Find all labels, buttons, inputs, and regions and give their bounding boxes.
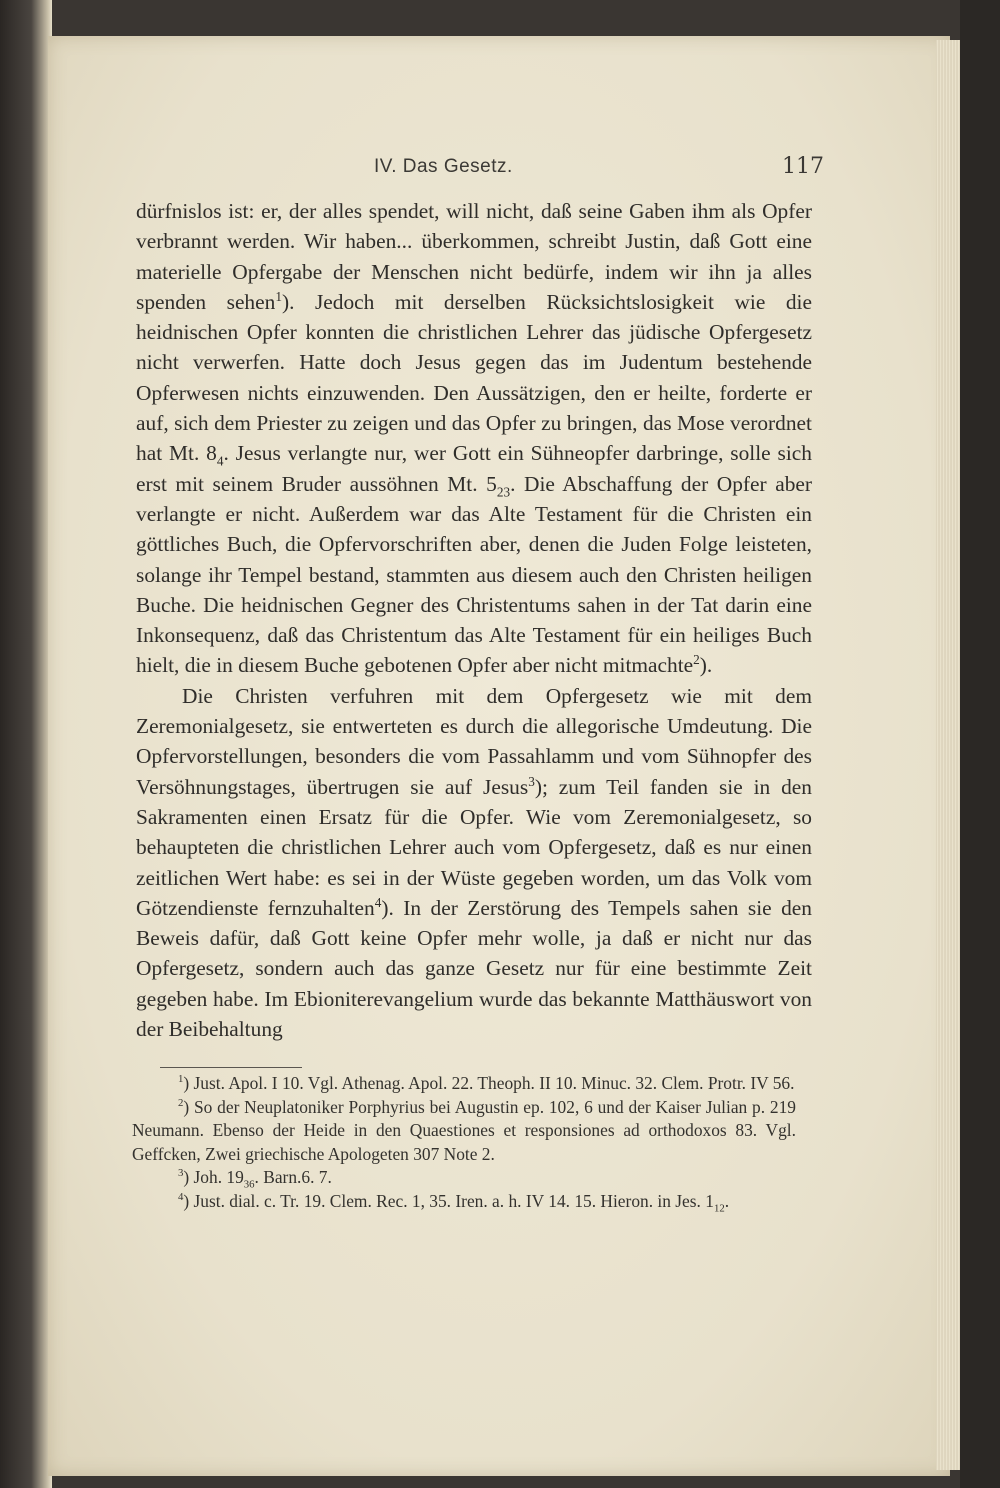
p2-text-3: ). In der Zerstörung des Tempels sahen sie den Beweis dafür, daß Gott keine Opfer mehr wolle, ja daß er nicht nur das Opfergesetz, sondern auch das ganze Gesetz nur für eine bestimmte Zeit gegeben habe. Im Ebioniterevangelium wurde das bekannte Matthäuswort von der Beibehaltung [136,895,812,1042]
footnote-1-mark: 1 [178,1073,184,1086]
footnote-3-mark: 3 [178,1167,184,1180]
footnote-1 [132,1072,796,1096]
p2-text-1: Die Christen verfuhren mit dem Opfergesetz wie mit dem Zeremonialgesetz, sie entwerteten es durch die allegorische Umdeutung. Die Opfervorstellungen, besonders die vom Passahlamm und vom Sühnopfer des Versöhnungstages, übertrugen sie auf Jesus [136,683,812,799]
footnote-1-text: ) Just. Apol. I 10. Vgl. Athenag. Apol. 22. Theoph. II 10. Minuc. 32. Clem. Protr. IV 56. [183,1073,795,1093]
p1-text-5: ). [699,653,713,678]
footnote-2 [132,1096,796,1167]
footnote-2-mark: 2 [178,1096,184,1109]
page-number: 117 [782,154,824,179]
footnote-4-text-1: ) Just. dial. c. Tr. 19. Clem. Rec. 1, 35. Iren. a. h. IV 14. 15. Hieron. in Jes. 1 [183,1190,714,1211]
body-text [136,196,812,1044]
p2-text-2: ); zum Teil fanden sie in den Sakramenten einen Ersatz für die Opfer. Wie vom Zeremonialgesetz, so behaupteten die christlichen Lehrer auch vom Opfergesetz, daß es nur einen zeitlichen Wert habe: es sei in der Wüste gegeben worden, um das Volk vom Götzendienste fernzuhalten [136,774,812,920]
footnote-ref-1: 1 [275,288,282,304]
footnote-4-sub: 12 [713,1201,725,1214]
chapter-title: IV. Das Gesetz. [374,156,513,177]
paragraph-2 [136,681,812,1045]
book-cover-right [960,0,1000,1488]
verse-sub-1: 4 [216,453,224,469]
footnote-4-mark: 4 [178,1190,184,1203]
footnote-3 [132,1166,796,1190]
p1-text-4: . Die Abschaffung der Opfer aber verlangte er nicht. Außerdem war das Alte Testament für die Christen ein göttliches Buch, die Opfervorschriften aber, denen die Juden Folge leisteten, solange ihr Tempel bestand, stammten aus diesem auch den Christen heiligen Buche. Die heidnischen Gegner des Christentums sahen in der Tat darin eine Inkonsequenz, daß das Christentum das Alte Testament für ein heiliges Buch hielt, die in diesem Buche gebotenen Opfer aber nicht mitmachte [136,471,813,678]
footnotes [132,1072,796,1213]
footnote-ref-4: 4 [374,894,382,910]
book-binding-left [0,0,52,1488]
footnote-2-text: ) So der Neuplatoniker Porphyrius bei Augustin ep. 102, 6 und der Kaiser Julian p. 219 Neumann. Ebenso der Heide in den Quaestiones et responsiones ad orthodoxos 83. Vgl. Geffcken, Zwei griechische Apologeten 307 Note 2. [132,1096,796,1164]
footnote-4 [132,1190,796,1214]
footnote-3-text-1: ) Joh. 19 [183,1167,244,1187]
footnote-ref-2: 2 [693,652,700,668]
running-header [374,146,824,186]
p1-text-1: dürfnislos ist: er, der alles spendet, will nicht, daß seine Gaben ihm als Opfer verbrannt werden. Wir haben... überkommen, schreibt Justin, daß Gott eine materielle Opfergabe der Menschen nicht bedürfe, indem wir ihn ja alles spenden sehen [136,199,812,314]
footnote-4-text-2: . [724,1190,730,1211]
footnote-3-sub: 36 [243,1178,255,1191]
p1-text-2: ). Jedoch mit derselben Rücksichtslosigkeit wie die heidnischen Opfer konnten die christlichen Lehrer das jüdische Opfergesetz nicht verwerfen. Hatte doch Jesus gegen das im Judentum bestehende Opferwesen nichts einzuwenden. Den Aussätzigen, den er heilte, forderte er auf, sich dem Priester zu zeigen und das Opfer zu bringen, das Mose verordnet hat Mt. 8 [136,289,812,466]
footnote-ref-3: 3 [528,773,535,789]
verse-sub-2: 23 [496,483,511,499]
p1-text-3: . Jesus verlangte nur, wer Gott ein Sühneopfer darbringe, solle sich erst mit seinem Bruder aussöhnen Mt. 5 [136,441,812,496]
footnote-divider [160,1067,302,1068]
paragraph-1 [136,196,812,681]
footnote-3-text-2: . Barn.6. 7. [254,1167,332,1187]
